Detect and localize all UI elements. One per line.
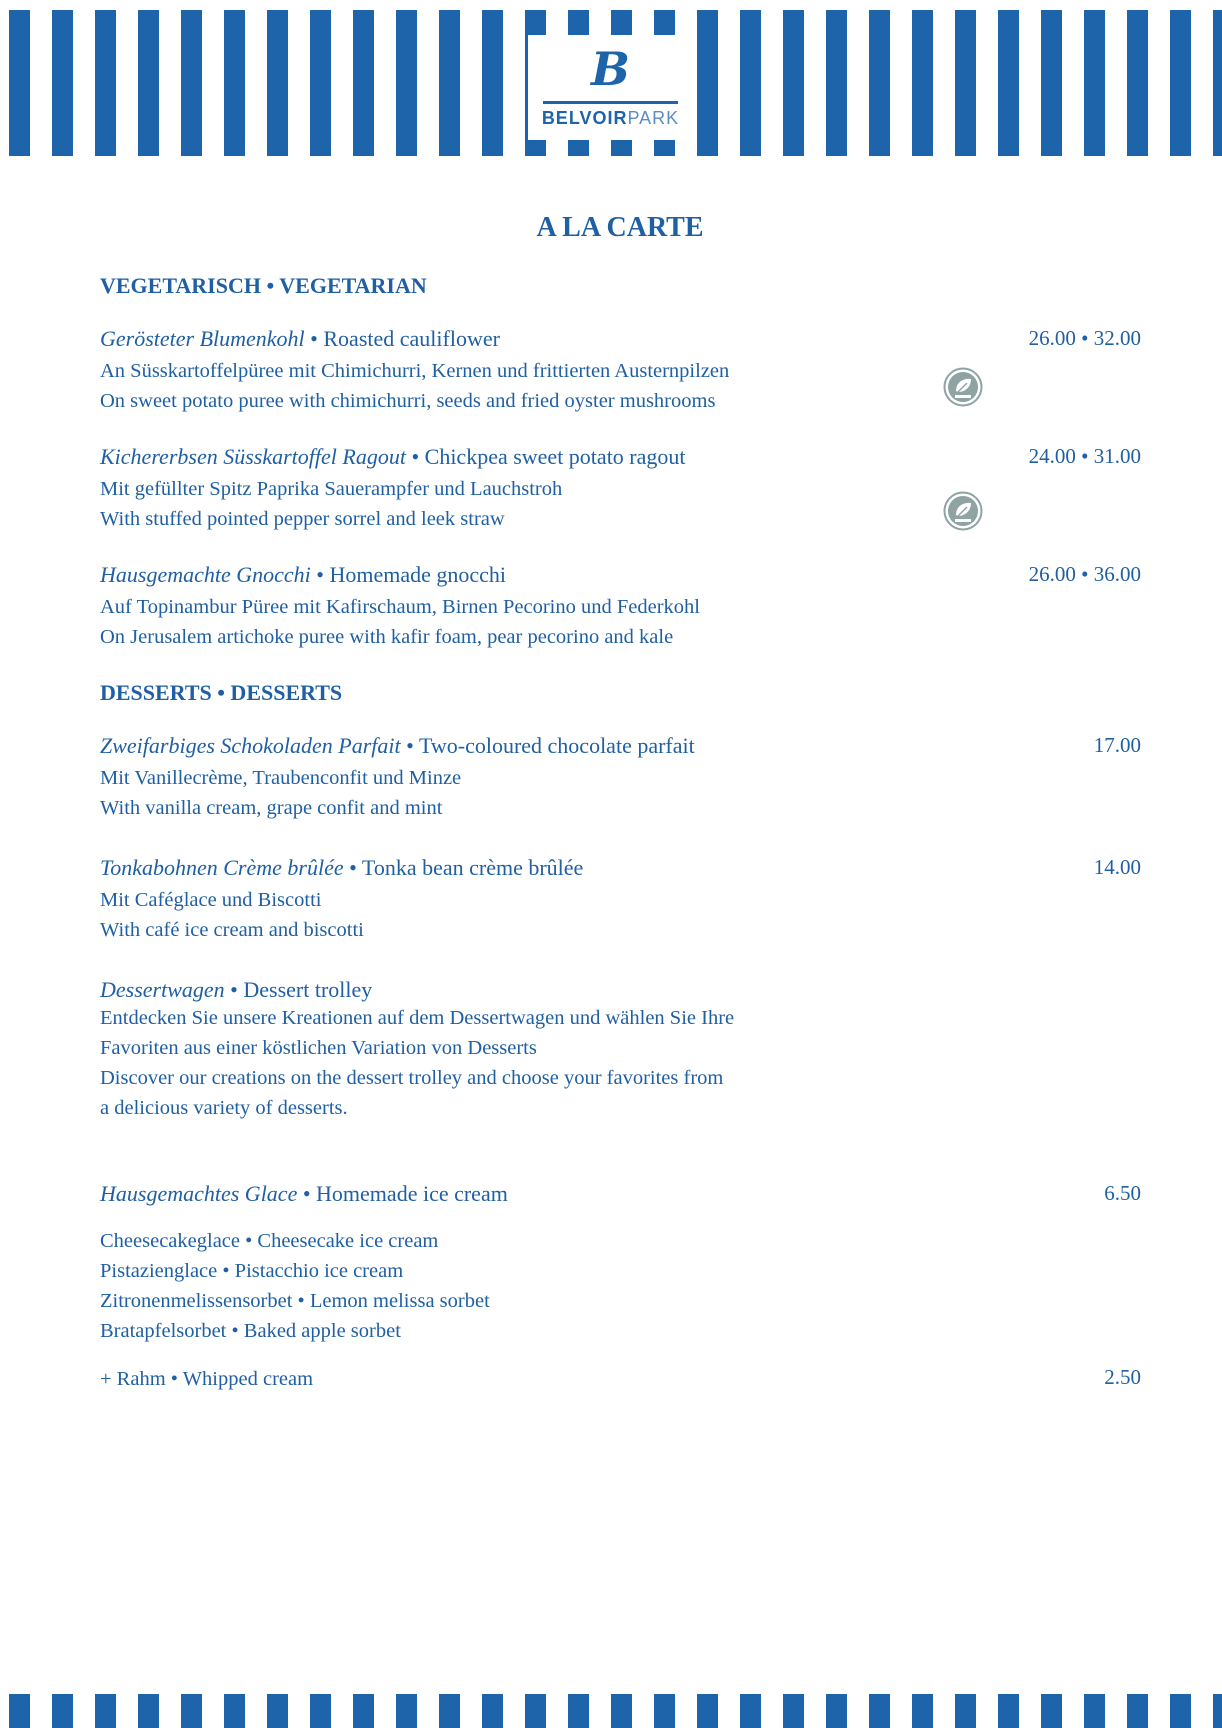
logo-divider (543, 101, 678, 104)
ice-cream-flavor: Bratapfelsorbet • Baked apple sorbet (100, 1320, 401, 1342)
menu-item-desc-line: Favoriten aus einer köstlichen Variation von Desserts (100, 1037, 537, 1059)
belvoirpark-logo (528, 35, 693, 140)
ice-cream-flavor: Zitronenmelissensorbet • Lemon melissa sorbet (100, 1290, 490, 1312)
menu-item-desc-line: a delicious variety of desserts. (100, 1097, 348, 1119)
menu-item-price: 17.00 (1093, 733, 1141, 757)
vegan-leaf-icon (943, 491, 983, 531)
extra-topping: + Rahm • Whipped cream (100, 1368, 314, 1390)
menu-item-price: 26.00 • 36.00 (1028, 562, 1141, 586)
menu-item-desc-de: Auf Topinambur Püree mit Kafirschaum, Birnen Pecorino und Federkohl (100, 596, 700, 618)
menu-item-desc-en: On Jerusalem artichoke puree with kafir foam, pear pecorino and kale (100, 626, 674, 648)
vegan-leaf-icon (943, 367, 983, 407)
menu-item-desc-en: With stuffed pointed pepper sorrel and leek straw (100, 508, 505, 530)
section-heading-desserts: DESSERTS • DESSERTS (100, 680, 343, 705)
ice-cream-flavor: Pistazienglace • Pistacchio ice cream (100, 1260, 404, 1282)
menu-item-price: 14.00 (1093, 855, 1141, 879)
menu-item-title: Kichererbsen Süsskartoffel Ragout • Chickpea sweet potato ragout (100, 444, 686, 469)
menu-item-desc-de: Mit gefüllter Spitz Paprika Sauerampfer und Lauchstroh (100, 478, 563, 500)
ice-cream-flavor: Cheesecakeglace • Cheesecake ice cream (100, 1230, 439, 1252)
menu-item-price: 6.50 (1104, 1181, 1141, 1205)
menu-item-desc-de: Mit Caféglace und Biscotti (100, 889, 322, 911)
menu-item-price: 26.00 • 32.00 (1028, 326, 1141, 350)
menu-item-desc-en: On sweet potato puree with chimichurri, seeds and fried oyster mushrooms (100, 390, 716, 412)
menu-item-title: Zweifarbiges Schokoladen Parfait • Two-coloured chocolate parfait (100, 733, 695, 758)
menu-item-title: Tonkabohnen Crème brûlée • Tonka bean crème brûlée (100, 855, 584, 880)
extra-topping-price: 2.50 (1104, 1365, 1141, 1389)
menu-item-desc-de: Mit Vanillecrème, Traubenconfit und Minze (100, 767, 462, 789)
section-heading-vegetarian: VEGETARISCH • VEGETARIAN (100, 273, 427, 298)
menu-item-desc-en: With vanilla cream, grape confit and mint (100, 797, 443, 819)
bottom-stripe-banner (0, 1694, 1222, 1728)
logo-monogram: B (591, 42, 630, 96)
menu-item-title: Hausgemachte Gnocchi • Homemade gnocchi (100, 562, 507, 587)
menu-item-desc-de: An Süsskartoffelpüree mit Chimichurri, Kernen und frittierten Austernpilzen (100, 360, 730, 382)
menu-item-title: Dessertwagen • Dessert trolley (100, 977, 373, 1002)
menu-item-desc-line: Discover our creations on the dessert trolley and choose your favorites from (100, 1067, 724, 1089)
menu-item-title: Hausgemachtes Glace • Homemade ice cream (100, 1181, 508, 1206)
page-title: A LA CARTE (536, 212, 704, 243)
menu-item-title: Gerösteter Blumenkohl • Roasted cauliflower (100, 326, 500, 351)
logo-wordmark: BELVOIRPARK (541, 108, 680, 128)
menu-item-desc-line: Entdecken Sie unsere Kreationen auf dem Dessertwagen und wählen Sie Ihre (100, 1007, 735, 1029)
menu-item-desc-en: With café ice cream and biscotti (100, 919, 364, 941)
menu-item-price: 24.00 • 31.00 (1028, 444, 1141, 468)
